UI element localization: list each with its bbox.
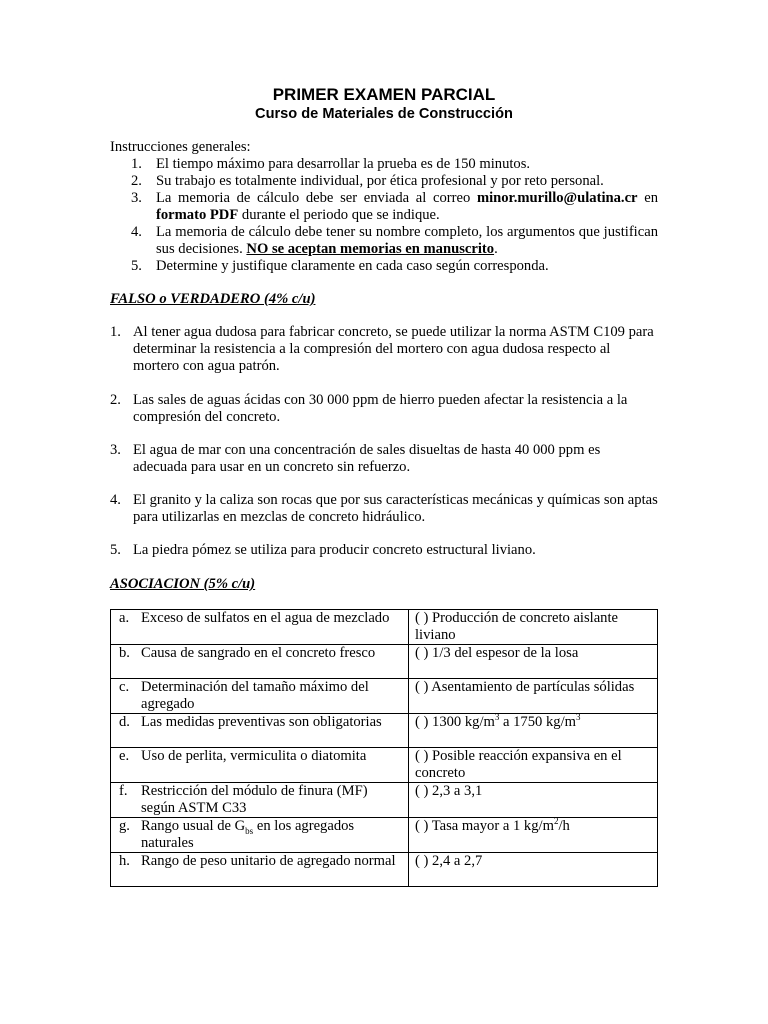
match-text: a 1750 kg/m bbox=[499, 714, 576, 730]
manuscript-warning: NO se aceptan memorias en manuscrito bbox=[246, 241, 495, 257]
concept-cell bbox=[111, 645, 409, 679]
row-letter: b. bbox=[119, 645, 130, 661]
concept-cell bbox=[111, 714, 409, 748]
question-item bbox=[110, 442, 658, 476]
concept-text: Causa de sangrado en el concreto fresco bbox=[141, 645, 376, 661]
table-row bbox=[111, 748, 658, 783]
superscript: 2 bbox=[553, 816, 559, 827]
match-text: ( ) Posible reacción expansiva en el concreto bbox=[415, 748, 622, 781]
instruction-item bbox=[110, 156, 658, 173]
instruction-item bbox=[110, 190, 658, 224]
instruction-item bbox=[110, 258, 658, 275]
match-text: ( ) 1/3 del espesor de la losa bbox=[415, 645, 579, 661]
concept-cell bbox=[111, 853, 409, 887]
instruction-text: La memoria de cálculo debe ser enviada al correo bbox=[156, 190, 477, 206]
question-text: El granito y la caliza son rocas que por sus características mecánicas y químicas son aptas para utilizarlas en mezclas de concreto hidráulico. bbox=[133, 492, 658, 525]
row-letter: d. bbox=[119, 714, 130, 730]
instruction-number: 2. bbox=[131, 173, 142, 189]
email-address: minor.murillo@ulatina.cr bbox=[476, 190, 638, 206]
match-text: ( ) 1300 kg/m bbox=[415, 714, 495, 730]
match-cell[interactable] bbox=[409, 679, 658, 714]
match-text: ( ) Producción de concreto aislante liviano bbox=[415, 610, 619, 643]
page-title: PRIMER EXAMEN PARCIAL bbox=[272, 85, 496, 104]
concept-text: en los agregados naturales bbox=[141, 818, 355, 851]
concept-text: Determinación del tamaño máximo del agregado bbox=[141, 679, 369, 712]
question-number: 5. bbox=[110, 542, 121, 558]
table-row bbox=[111, 714, 658, 748]
true-false-heading: FALSO o VERDADERO (4% c/u) bbox=[110, 291, 316, 307]
question-item bbox=[110, 542, 658, 559]
concept-text: Restricción del módulo de finura (MF) según ASTM C33 bbox=[141, 783, 368, 816]
row-letter: e. bbox=[119, 748, 130, 764]
row-letter: f. bbox=[119, 783, 128, 799]
match-cell[interactable] bbox=[409, 610, 658, 645]
instruction-text: durante el periodo que se indique. bbox=[238, 207, 440, 223]
row-letter: c. bbox=[119, 679, 130, 695]
question-text: La piedra pómez se utiliza para producir concreto estructural liviano. bbox=[133, 542, 536, 558]
concept-text: Rango de peso unitario de agregado normal bbox=[141, 853, 396, 869]
match-cell[interactable] bbox=[409, 714, 658, 748]
superscript: 3 bbox=[575, 712, 581, 723]
match-cell[interactable] bbox=[409, 853, 658, 887]
match-cell[interactable] bbox=[409, 783, 658, 818]
concept-cell bbox=[111, 610, 409, 645]
question-number: 4. bbox=[110, 492, 121, 508]
instruction-item bbox=[110, 224, 658, 258]
question-number: 3. bbox=[110, 442, 121, 458]
question-item bbox=[110, 324, 658, 375]
concept-text: Las medidas preventivas son obligatorias bbox=[141, 714, 382, 730]
instruction-text: Determine y justifique claramente en cada caso según corresponda. bbox=[156, 258, 549, 274]
match-text: ( ) Tasa mayor a 1 kg/m bbox=[415, 818, 554, 834]
concept-cell bbox=[111, 679, 409, 714]
concept-cell bbox=[111, 748, 409, 783]
question-text: El agua de mar con una concentración de sales disueltas de hasta 40 000 ppm es adecuada para usar en un concreto sin refuerzo. bbox=[133, 442, 601, 475]
instruction-text: en bbox=[637, 190, 658, 206]
match-text: /h bbox=[558, 818, 570, 834]
instruction-text: . bbox=[494, 241, 498, 257]
table-row bbox=[111, 783, 658, 818]
match-cell[interactable] bbox=[409, 748, 658, 783]
instruction-number: 3. bbox=[131, 190, 142, 206]
match-text: ( ) 2,4 a 2,7 bbox=[415, 853, 483, 869]
instructions-heading: Instrucciones generales: bbox=[110, 139, 251, 155]
instruction-number: 5. bbox=[131, 258, 142, 274]
instruction-text: La memoria de cálculo debe tener su nombre completo, los argumentos que justifican sus decisiones. bbox=[156, 224, 658, 257]
concept-text: Rango usual de G bbox=[141, 818, 246, 834]
table-row bbox=[111, 679, 658, 714]
row-letter: a. bbox=[119, 610, 130, 626]
concept-cell bbox=[111, 783, 409, 818]
association-heading: ASOCIACION (5% c/u) bbox=[110, 576, 256, 592]
match-text: ( ) 2,3 a 3,1 bbox=[415, 783, 483, 799]
match-cell[interactable] bbox=[409, 645, 658, 679]
instruction-number: 1. bbox=[131, 156, 142, 172]
instruction-number: 4. bbox=[131, 224, 142, 240]
row-letter: h. bbox=[119, 853, 130, 869]
match-cell[interactable] bbox=[409, 818, 658, 853]
instructions-list bbox=[110, 156, 658, 275]
question-number: 1. bbox=[110, 324, 121, 340]
question-text: Las sales de aguas ácidas con 30 000 ppm de hierro pueden afectar la resistencia a la compresión del concreto. bbox=[133, 392, 628, 425]
table-row bbox=[111, 853, 658, 887]
format-requirement: formato PDF bbox=[156, 207, 239, 223]
table-row bbox=[111, 645, 658, 679]
row-letter: g. bbox=[119, 818, 130, 834]
instruction-item bbox=[110, 173, 658, 190]
concept-text: Uso de perlita, vermiculita o diatomita bbox=[141, 748, 367, 764]
concept-cell bbox=[111, 818, 409, 853]
subscript: bs bbox=[245, 825, 254, 836]
table-row bbox=[111, 610, 658, 645]
superscript: 3 bbox=[494, 712, 500, 723]
table-row bbox=[111, 818, 658, 853]
instruction-text: Su trabajo es totalmente individual, por ética profesional y por reto personal. bbox=[156, 173, 604, 189]
association-table bbox=[110, 609, 658, 887]
match-text: ( ) Asentamiento de partículas sólidas bbox=[415, 679, 635, 695]
concept-text: Exceso de sulfatos en el agua de mezclado bbox=[141, 610, 390, 626]
course-subtitle: Curso de Materiales de Construcción bbox=[255, 106, 513, 122]
question-number: 2. bbox=[110, 392, 121, 408]
instruction-text: El tiempo máximo para desarrollar la prueba es de 150 minutos. bbox=[156, 156, 531, 172]
question-text: Al tener agua dudosa para fabricar concreto, se puede utilizar la norma ASTM C109 para determinar la resistencia a la compresión del mortero con agua dudosa respecto al mortero con agua patrón. bbox=[133, 324, 654, 374]
question-item bbox=[110, 392, 658, 426]
question-item bbox=[110, 492, 658, 526]
